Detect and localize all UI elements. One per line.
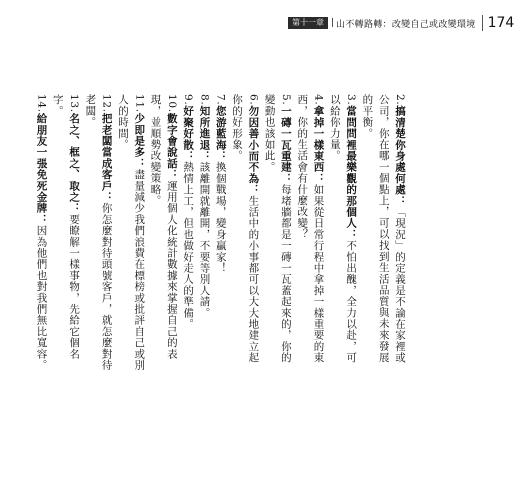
list-item <box>180 94 196 372</box>
item-text: 熱情上工，但也做好走人的準備。 <box>182 161 195 330</box>
item-number: 10. <box>165 94 178 113</box>
list-item <box>82 94 115 372</box>
item-text: 盡量減少我們浪費在標榜或批評自己或別人的時間。 <box>116 94 146 371</box>
item-number: 6. <box>247 94 260 106</box>
item-heading: 搞清楚你身處何處： <box>394 105 406 207</box>
item-heading: 拿掉一樣東西： <box>312 105 325 184</box>
item-heading: 當問問裡最樂觀的那個人： <box>345 105 358 240</box>
item-text: 因為他們也對我們無比寬容。 <box>35 224 48 371</box>
item-number: 14. <box>35 94 48 113</box>
item-number: 2. <box>394 94 406 106</box>
item-text: 每堵牆都是一磚一瓦蓋起來的，你的變動也該如此。 <box>263 94 292 364</box>
item-text: 要瞭解一樣事物，先給它個名字。 <box>51 94 81 360</box>
item-text: 「現況」的定義是不論在家裡或公司，你在哪一個點上，可以找到生活品質與未來發展的平衡。 <box>361 94 406 364</box>
item-heading: 少即是多： <box>133 112 146 169</box>
item-number: 13. <box>68 94 81 113</box>
item-text: 該離開就離開，不要等別人請。 <box>198 161 211 319</box>
header-divider <box>482 15 483 31</box>
item-number: 3. <box>345 94 358 106</box>
list-item <box>294 94 327 372</box>
item-number: 4. <box>312 94 325 106</box>
item-heading: 名之、框之、取之： <box>68 112 81 214</box>
item-heading: 您游藍海： <box>214 105 227 162</box>
numbered-list <box>35 94 408 372</box>
list-item <box>359 94 408 372</box>
item-heading: 勿因善小而不為： <box>247 105 260 196</box>
page-header <box>288 12 514 34</box>
list-item <box>33 94 49 372</box>
list-item <box>261 94 294 372</box>
item-number: 12. <box>100 94 113 113</box>
item-text: 運用個人化統計數據來掌握自己的表現，並順勢改變策略。 <box>149 94 178 360</box>
item-number: 7. <box>214 94 227 106</box>
item-heading: 知所進退： <box>198 105 211 162</box>
item-number: 11. <box>133 94 146 113</box>
list-item <box>196 94 212 372</box>
item-text: 如果從日常行程中拿掉一樣重要的東西，你的生活會有什麼改變？ <box>296 94 325 364</box>
chapter-badge: 第十一章 <box>288 17 328 29</box>
item-number: 8. <box>198 94 211 106</box>
item-heading: 數字會說話： <box>165 112 178 181</box>
list-item <box>212 94 228 372</box>
title-separator: | <box>331 18 335 28</box>
item-text: 你怎麼對待頭號客戶，就怎麼對待老闆。 <box>84 94 113 371</box>
running-title: 山不轉路轉：改變自己或改變環境 <box>336 19 476 30</box>
list-item <box>49 94 82 372</box>
list-item <box>229 94 262 372</box>
item-number: 9. <box>182 94 195 106</box>
item-text: 換個戰場，變身贏家！ <box>214 161 227 274</box>
item-heading: 好聚好散： <box>182 105 195 162</box>
item-text: 生活中的小事都可以大大地建立起你的好形象。 <box>231 94 260 364</box>
page-number: 174 <box>487 15 515 31</box>
list-item <box>147 94 180 372</box>
list-item <box>327 94 360 372</box>
item-heading: 給朋友一張免死金牌： <box>35 112 48 225</box>
item-heading: 一磚一瓦重建： <box>279 105 292 184</box>
list-item <box>115 94 148 372</box>
item-text: 不怕出醜，全力以赴，可以給你力量。 <box>328 94 358 364</box>
item-heading: 把老闆當成客戶： <box>100 112 113 203</box>
item-number: 5. <box>279 94 292 106</box>
